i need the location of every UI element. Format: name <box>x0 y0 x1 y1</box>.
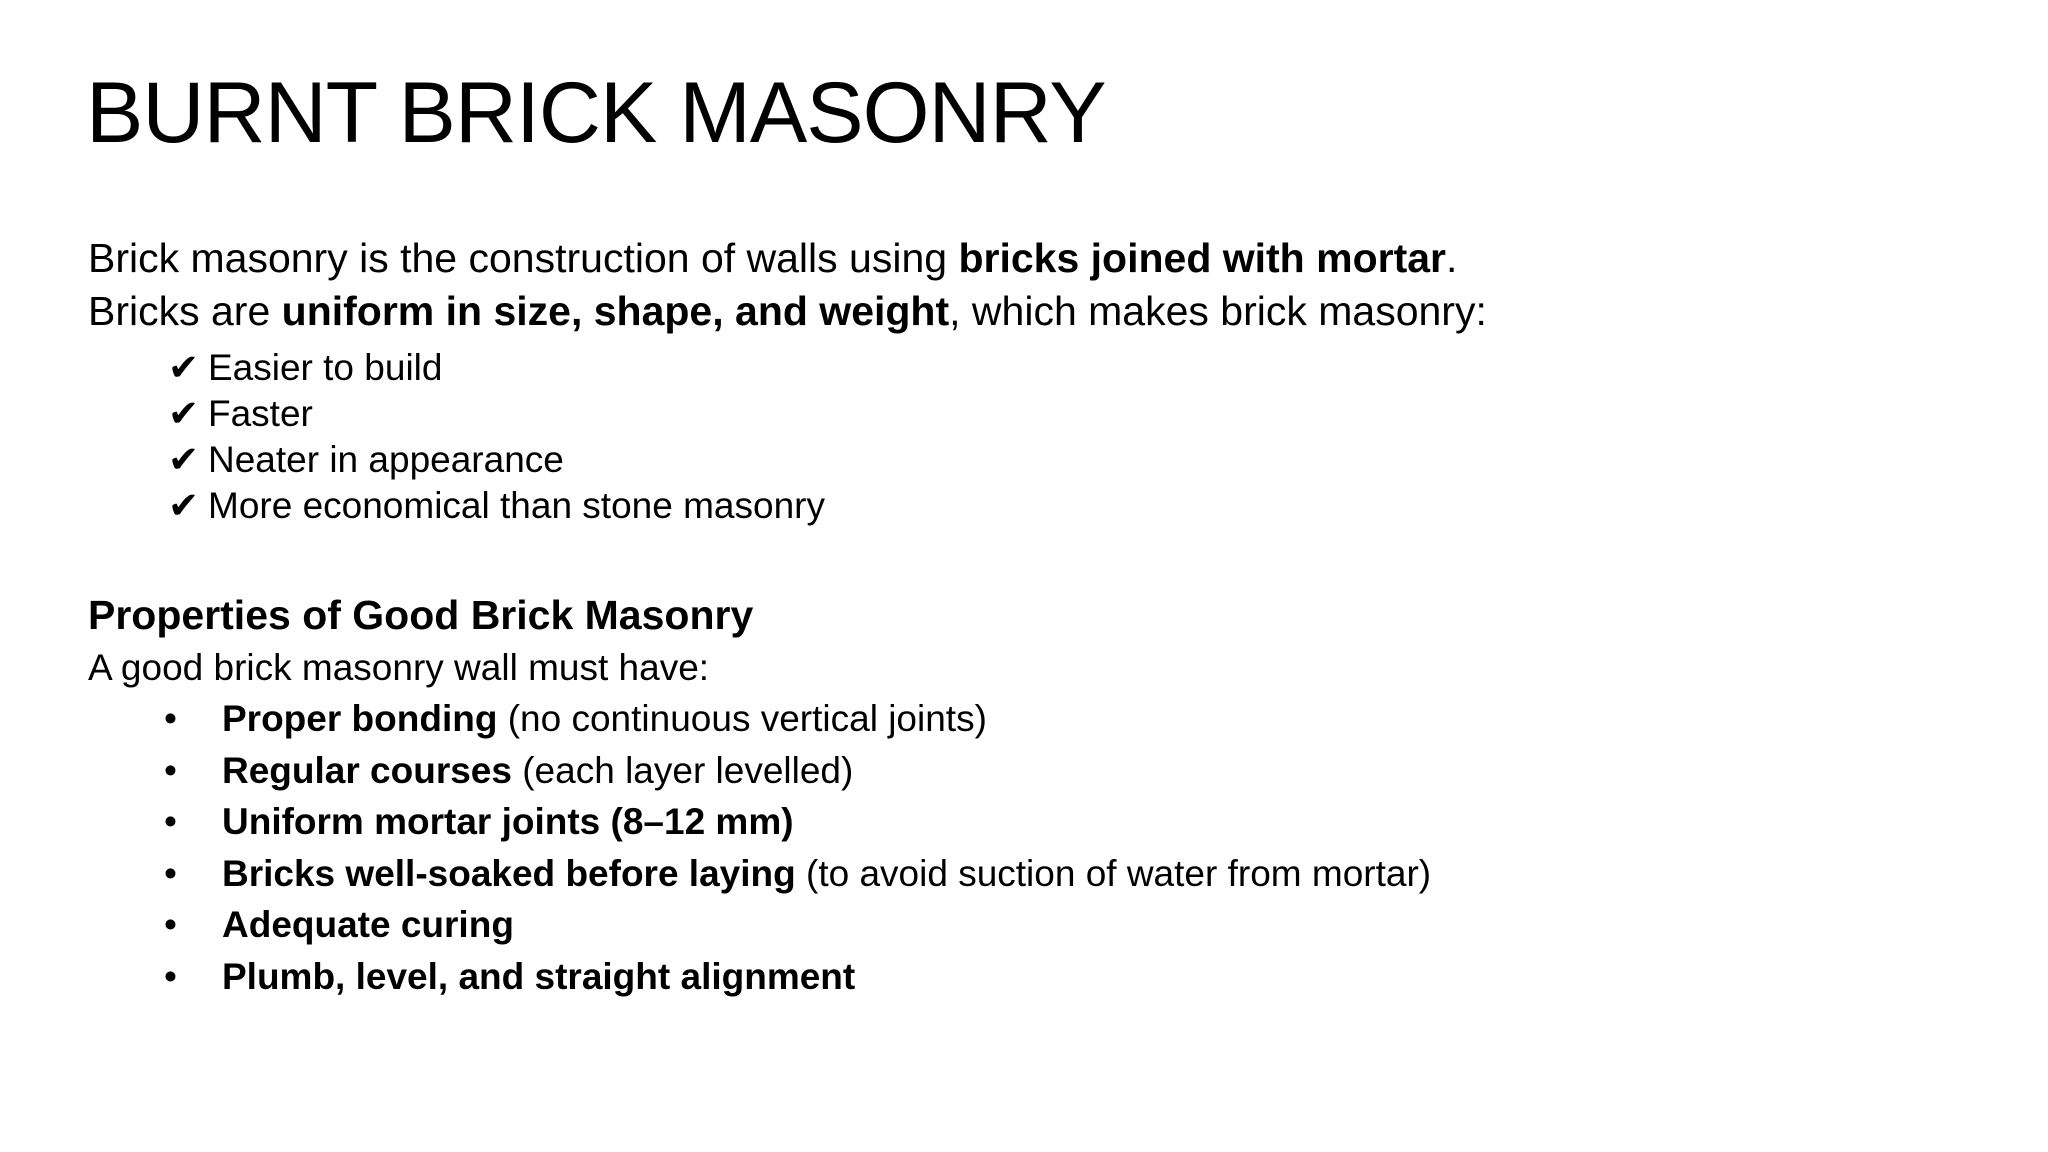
bullet-icon: • <box>164 801 177 842</box>
check-mark-icon: ✔ <box>168 439 200 480</box>
properties-list-item: • Adequate curing <box>164 899 1431 951</box>
checklist-item: ✔ Faster <box>168 391 825 437</box>
properties-list-item: • Plumb, level, and straight alignment <box>164 951 1431 1003</box>
intro-line-2: Bricks are uniform in size, shape, and weight, which makes brick masonry: <box>88 288 1487 334</box>
properties-list-item: • Proper bonding (no continuous vertical joints) <box>164 693 1431 745</box>
checklist-item: ✔ Neater in appearance <box>168 437 825 483</box>
properties-list <box>164 693 1431 1002</box>
properties-section <box>88 588 753 694</box>
bullet-icon: • <box>164 955 177 997</box>
bullet-icon: • <box>164 698 177 739</box>
properties-list-item: • Uniform mortar joints (8–12 mm) <box>164 796 1431 848</box>
bullet-icon: • <box>164 749 177 791</box>
check-mark-icon: ✔ <box>168 485 200 526</box>
properties-heading: Properties of Good Brick Masonry <box>88 592 754 638</box>
properties-list-item: • Bricks well-soaked before laying (to avoid suction of water from mortar) <box>164 848 1431 900</box>
slide-title: BURNT BRICK MASONRY <box>86 65 1106 161</box>
properties-list-item: • Regular courses (each layer levelled) <box>164 745 1431 797</box>
intro-line-1: Brick masonry is the construction of walls using bricks joined with mortar. <box>88 235 1458 281</box>
check-mark-icon: ✔ <box>168 347 200 388</box>
check-mark-icon: ✔ <box>168 393 200 434</box>
checklist-item: ✔ More economical than stone masonry <box>168 483 825 529</box>
checklist-item: ✔ Easier to build <box>168 345 825 391</box>
properties-intro: A good brick masonry wall must have: <box>88 647 710 688</box>
intro-text <box>88 232 1487 338</box>
advantages-checklist <box>168 345 825 529</box>
bullet-icon: • <box>164 852 177 894</box>
bullet-icon: • <box>164 904 177 945</box>
